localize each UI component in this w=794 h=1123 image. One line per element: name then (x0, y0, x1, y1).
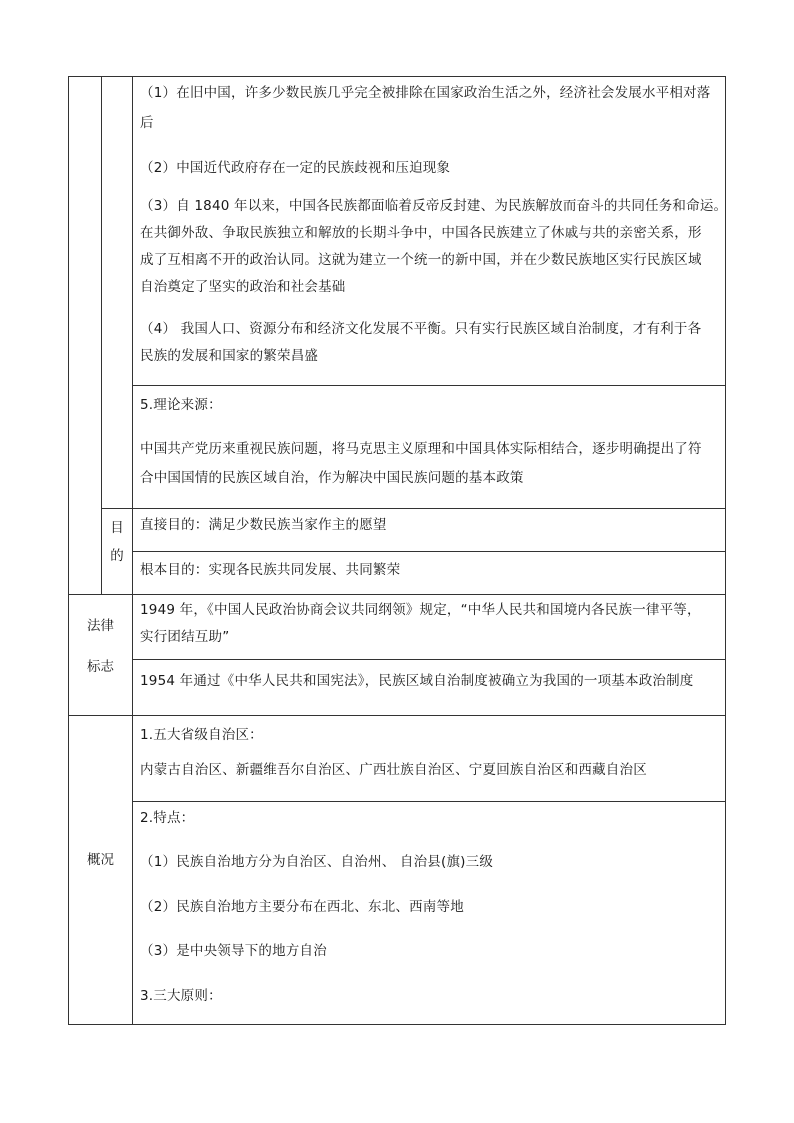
purpose-fundamental: 根本目的：实现各民族共同发展、共同繁荣 (140, 562, 401, 578)
theory-body-line-1: 中国共产党历来重视民族问题，将马克思主义原理和中国具体实际相结合，逐步明确提出了符 (140, 441, 702, 457)
regions-list: 内蒙古自治区、新疆维吾尔自治区、广西壮族自治区、宁夏回族自治区和西藏自治区 (140, 762, 647, 778)
theory-body-line-2: 合中国国情的民族区域自治，作为解决中国民族问题的基本政策 (140, 470, 524, 486)
regions-heading: 1.五大省级自治区： (140, 727, 263, 743)
legal-label-line-1: 法律 (87, 618, 114, 634)
column-divider-inner-left (101, 76, 102, 594)
reason-3-line-3: 成了互相离不开的政治认同。这就为建立一个统一的新中国，并在少数民族地区实行民族区域 (140, 252, 702, 268)
overview-label: 概况 (87, 852, 114, 868)
reason-2: （2）中国近代政府存在一定的民族歧视和压迫现象 (140, 160, 451, 176)
legal-entry-1-line-2: 实行团结互助” (140, 629, 230, 645)
row-divider-purpose-split (132, 551, 726, 552)
reason-3-line-4: 自治奠定了坚实的政治和社会基础 (140, 279, 346, 295)
legal-label-line-2: 标志 (87, 659, 114, 675)
theory-heading: 5.理论来源： (140, 397, 222, 413)
table-border-top (68, 76, 726, 77)
row-divider-legal-split (132, 659, 726, 660)
reason-4-line-2: 民族的发展和国家的繁荣昌盛 (140, 348, 319, 364)
row-divider-purpose-legal (68, 594, 726, 595)
table-border-bottom (68, 1024, 726, 1025)
row-divider-overview-split (132, 801, 726, 802)
principles-heading: 3.三大原则： (140, 988, 222, 1004)
row-divider-reasons-theory (132, 385, 726, 386)
legal-entry-2: 1954 年通过《中华人民共和国宪法》，民族区域自治制度被确立为我国的一项基本政治制度 (140, 673, 694, 689)
reason-3-line-1: （3）自 1840 年以来，中国各民族都面临着反帝反封建、为民族解放而奋斗的共同任务和命运。 (140, 198, 728, 214)
purpose-label-char-1: 目 (110, 520, 124, 536)
row-divider-theory-purpose (101, 508, 726, 509)
table-border-left (68, 76, 69, 1025)
feature-3: （3）是中央领导下的地方自治 (140, 943, 327, 959)
reason-1-line-1: （1）在旧中国，许多少数民族几乎完全被排除在国家政治生活之外，经济社会发展水平相对落 (140, 85, 711, 101)
features-heading: 2.特点： (140, 810, 195, 826)
feature-1: （1）民族自治地方分为自治区、自治州、 自治县(旗)三级 (140, 854, 494, 870)
feature-2: （2）民族自治地方主要分布在西北、东北、西南等地 (140, 899, 464, 915)
reason-1-line-2: 后 (140, 115, 154, 131)
reason-3-line-2: 在共御外敌、争取民族独立和解放的长期斗争中，中国各民族建立了休戚与共的亲密关系，形 (140, 225, 702, 241)
reason-4-line-1: （4） 我国人口、资源分布和经济文化发展不平衡。只有实行民族区域自治制度，才有利于各 (140, 321, 702, 337)
purpose-direct: 直接目的：满足少数民族当家作主的愿望 (140, 517, 387, 533)
legal-entry-1-line-1: 1949 年，《中国人民政治协商会议共同纲领》规定，“中华人民共和国境内各民族一律平等， (140, 602, 701, 618)
purpose-label-char-2: 的 (110, 548, 124, 564)
row-divider-legal-overview (68, 715, 726, 716)
